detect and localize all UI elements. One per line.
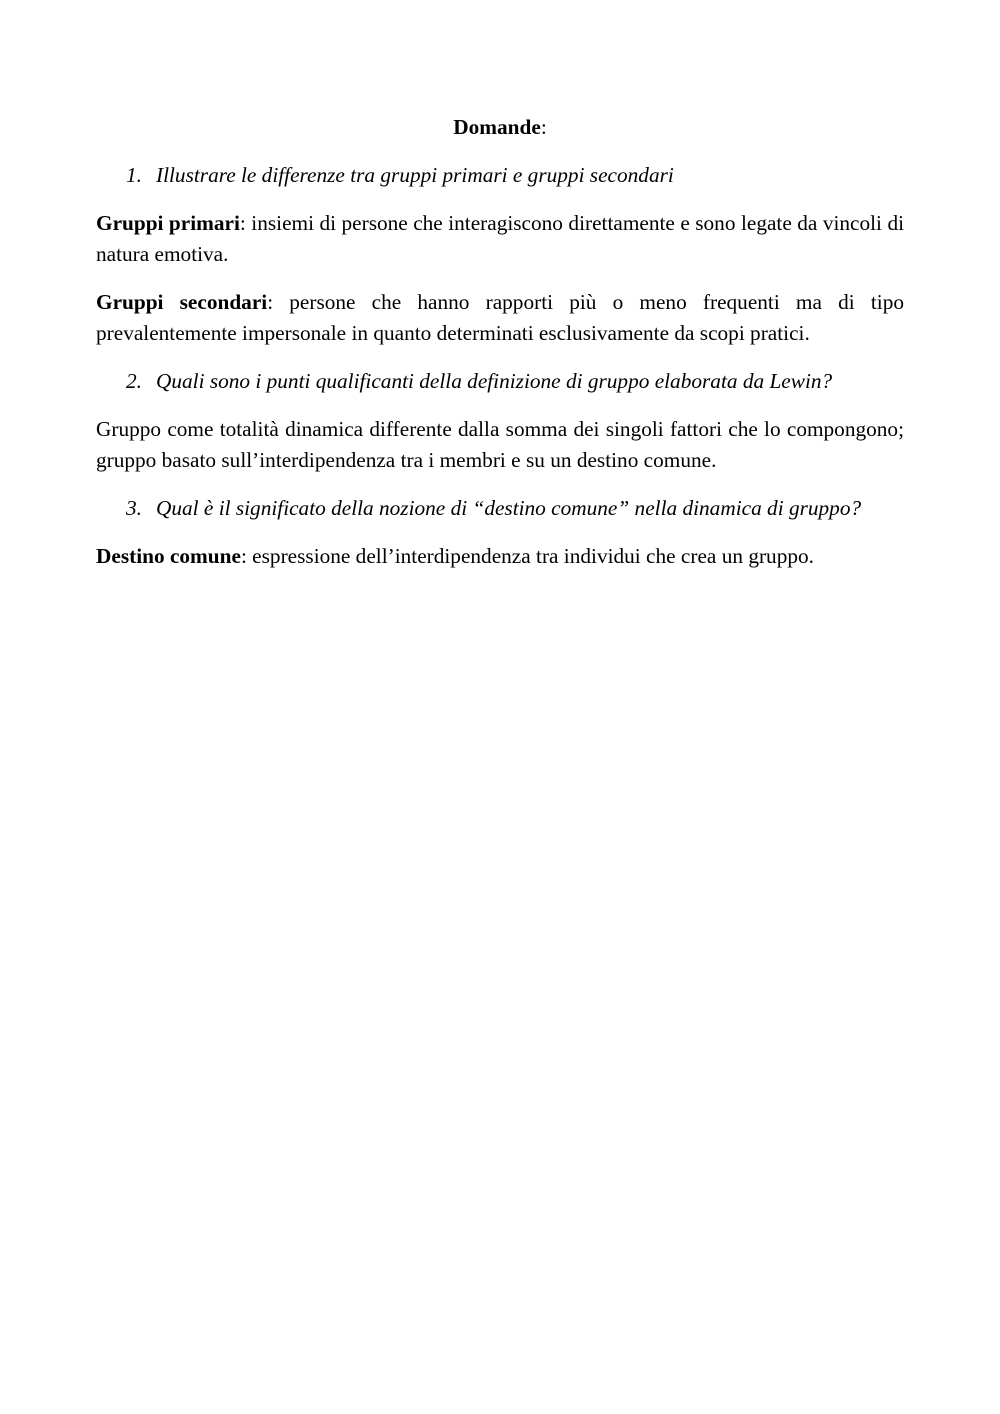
answer-text: : persone che hanno rapporti più o meno frequenti ma di tipo prevalentemente impersonale in quanto determinati esclusivamente da scopi pratici. [96,290,904,345]
question-1 [96,160,904,191]
answer-term: Gruppi secondari [96,290,268,314]
title-text: Domande [453,115,541,139]
question-text: Illustrare le differenze tra gruppi primari e gruppi secondari [156,163,674,187]
answer-term: Destino comune [96,544,241,568]
question-text: Quali sono i punti qualificanti della definizione di gruppo elaborata da Lewin? [156,369,833,393]
answer-text: : insiemi di persone che interagiscono direttamente e sono legate da vincoli di natura emotiva. [96,211,905,266]
answer-term: Gruppi primari [96,211,240,235]
answer-gruppi-primari [96,208,904,270]
question-number: 3. [126,496,142,520]
answer-text: Gruppo come totalità dinamica differente dalla somma dei singoli fattori che lo compongono; gruppo basato sull’interdipendenza tra i membri e su un destino comune. [96,417,904,472]
question-number: 1. [126,163,142,187]
answer-lewin [96,414,904,476]
answer-gruppi-secondari [96,287,904,349]
question-3 [96,493,904,524]
document-page [96,112,904,589]
document-title [96,112,904,143]
title-colon: : [540,115,547,139]
answer-text: : espressione dell’interdipendenza tra individui che crea un gruppo. [240,544,814,568]
answer-destino-comune [96,541,904,572]
question-number: 2. [126,369,142,393]
question-text: Qual è il significato della nozione di “destino comune” nella dinamica di gruppo? [156,496,862,520]
question-2 [96,366,904,397]
